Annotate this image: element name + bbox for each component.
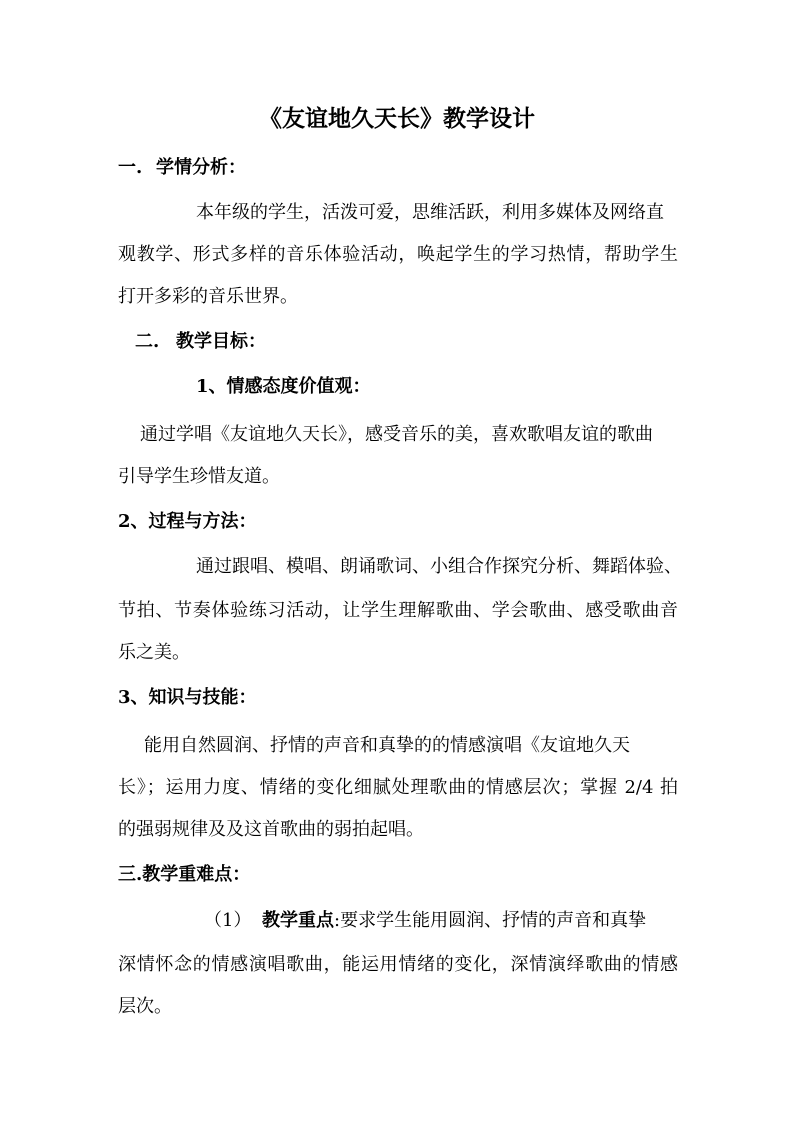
section1-heading: 学情分析：: [156, 157, 246, 178]
subsection-1-line-1: 通过学唱《友谊地久天长》，感受音乐的美，喜欢歌唱友谊的歌曲: [140, 424, 653, 445]
subsection-1-heading: 1、情感态度价值观：: [196, 376, 371, 397]
section1-line-2: 观教学、形式多样的音乐体验活动，唤起学生的学习热情，帮助学生: [118, 244, 678, 265]
item-1-first-line: [262, 909, 646, 933]
subsection-2-line-2: 节拍、节奏体验练习活动，让学生理解歌曲、学会歌曲、感受歌曲音: [118, 600, 678, 621]
subsection-2-heading: 2、过程与方法：: [118, 511, 257, 532]
section1-line-3: 打开多彩的音乐世界。: [118, 286, 298, 307]
item-1-line-3: 层次。: [118, 996, 172, 1017]
subsection-2-line-3: 乐之美。: [118, 642, 190, 663]
subsection-3-line-3: 的强弱规律及及这首歌曲的弱拍起唱。: [118, 819, 424, 840]
section3-heading: 三.教学重难点：: [118, 864, 251, 885]
subsection-2-line-1: 通过跟唱、模唱、朗诵歌词、小组合作探究分析、舞蹈体验、: [196, 556, 682, 577]
section2-heading: 教学目标：: [176, 331, 266, 352]
section1-heading-number: 一.: [118, 157, 143, 178]
item-1-label: 教学重点: [262, 910, 334, 931]
subsection-3-line-1: 能用自然圆润、抒情的声音和真挚的的情感演唱《友谊地久天: [144, 735, 630, 756]
subsection-1-line-2: 引导学生珍惜友道。: [118, 466, 280, 487]
section1-line-1: 本年级的学生，活泼可爱，思维活跃，利用多媒体及网络直: [196, 202, 664, 223]
item-1-first-line-text: :要求学生能用圆润、抒情的声音和真挚: [334, 910, 647, 931]
subsection-3-line-2: 长》；运用力度、情绪的变化细腻处理歌曲的情感层次；掌握 2/4 拍: [118, 777, 678, 798]
subsection-3-heading: 3、知识与技能：: [118, 687, 257, 708]
item-1-number: （1）: [204, 910, 252, 931]
item-1-line-2: 深情怀念的情感演唱歌曲，能运用情绪的变化，深情演绎歌曲的情感: [118, 954, 678, 975]
section2-heading-number: 二.: [135, 331, 160, 352]
document-title: 《友谊地久天长》教学设计: [259, 105, 535, 132]
